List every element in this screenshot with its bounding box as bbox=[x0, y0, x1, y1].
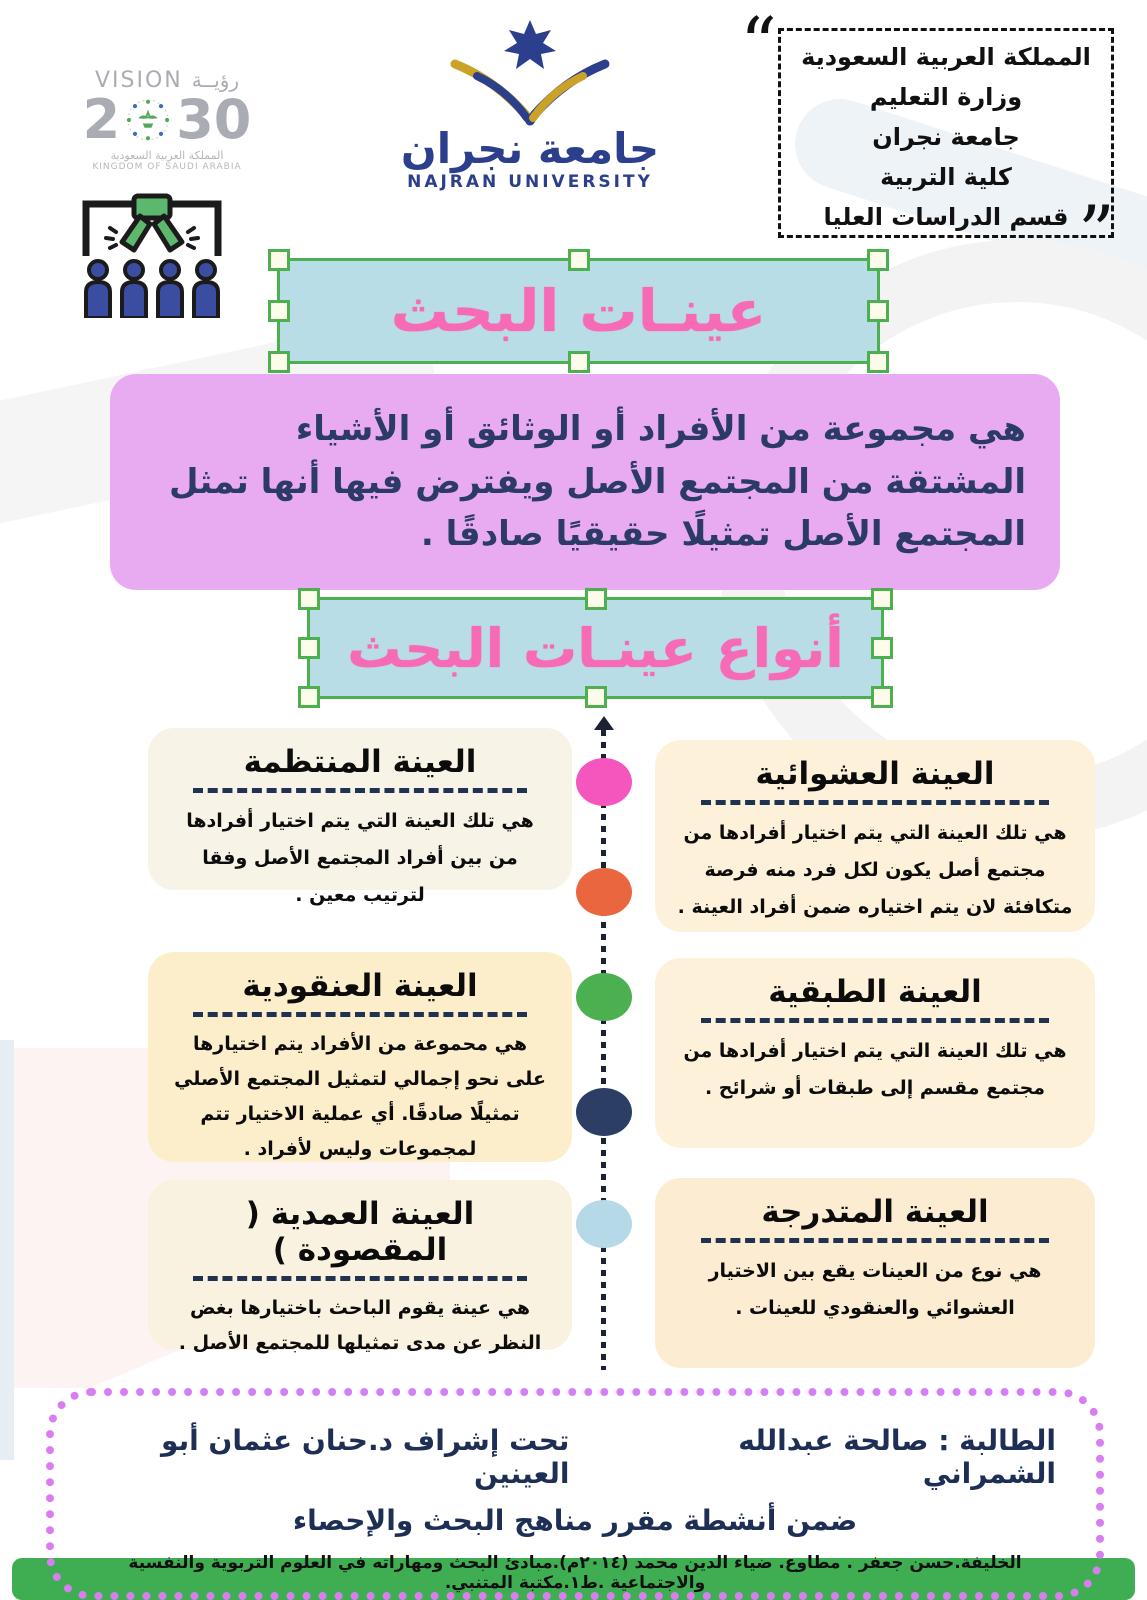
type-title: العينة العشوائية bbox=[755, 756, 995, 792]
type-title: العينة العنقودية bbox=[242, 968, 478, 1004]
student-name: الطالبة : صالحة عبدالله الشمراني bbox=[738, 1424, 1056, 1490]
timeline-arrow-icon bbox=[594, 716, 614, 730]
timeline-dot-green bbox=[576, 973, 632, 1021]
selection-handle[interactable] bbox=[268, 351, 290, 373]
main-title-banner bbox=[277, 258, 880, 364]
background-edge-strip bbox=[0, 1040, 14, 1460]
selection-handle[interactable] bbox=[298, 588, 320, 610]
dashed-separator bbox=[193, 788, 527, 793]
type-title: العينة المنتظمة bbox=[243, 744, 477, 780]
university-name-en: NAJRAN UNIVERSITY bbox=[407, 172, 653, 193]
dashed-separator bbox=[193, 1276, 527, 1281]
type-box-stratified-sample bbox=[655, 958, 1095, 1148]
type-description: هي محموعة من الأفراد يتم اختيارها على نحو إجمالي لتمثيل المجتمع الأصلي تمثيلًا صادقًا. أي عملية الاختيار تتم لمجموعات وليس لأفراد . bbox=[174, 1033, 546, 1161]
vision-wordmark-ar: رؤيــة bbox=[191, 68, 240, 92]
close-quote-icon: ” bbox=[1078, 190, 1115, 274]
footer-credits-box bbox=[46, 1388, 1104, 1600]
timeline-dot-navy bbox=[576, 1088, 632, 1136]
types-title-banner bbox=[307, 597, 884, 699]
type-description: هي عينة يقوم الباحث باختيارها بغض النظر عن مدى تمثيلها للمجتمع الأصل . bbox=[178, 1297, 542, 1355]
najran-university-emblem-icon bbox=[435, 18, 625, 128]
type-description: هي تلك العينة التي يتم اختيار أفرادها من بين أفراد المجتمع الأصل وفقا لترتيب معين . bbox=[186, 810, 534, 907]
type-title: العينة العمدية ( المقصودة ) bbox=[245, 1196, 475, 1268]
vision-2030-logo bbox=[72, 68, 262, 172]
selection-handle[interactable] bbox=[268, 300, 290, 322]
dashed-separator bbox=[701, 800, 1049, 805]
selection-handle[interactable] bbox=[867, 249, 889, 271]
type-description: هي تلك العينة التي يتم اختيار أفرادها من مجتمع مقسم إلى طبقات أو شرائح . bbox=[683, 1040, 1067, 1100]
najran-university-logo bbox=[395, 18, 665, 192]
selection-handle[interactable] bbox=[568, 351, 590, 373]
type-description: هي تلك العينة التي يتم اختيار أفرادها من مجتمع أصل يكون لكل فرد منه فرصة متكافئة لان يتم اختياره ضمن أفراد العينة . bbox=[677, 822, 1073, 919]
vision-subtitle-en: KINGDOM OF SAUDI ARABIA bbox=[92, 162, 242, 172]
definition-box bbox=[110, 374, 1060, 590]
dashed-separator bbox=[701, 1238, 1049, 1243]
selection-handle[interactable] bbox=[871, 637, 893, 659]
footer-student-supervisor-line bbox=[94, 1424, 1056, 1490]
vision-2030-year: 2 30 bbox=[82, 88, 252, 151]
definition-text: هي مجموعة من الأفراد أو الوثائق أو الأشياء المشتقة من المجتمع الأصل ويفترض فيها أنها تمثل المجتمع الأصل تمثيلًا حقيقيًا صادقًا . bbox=[169, 408, 1026, 555]
vision-wordmark-en: VISION bbox=[94, 68, 183, 93]
affiliation-department: قسم الدراسات العليا bbox=[823, 203, 1069, 231]
types-title: أنواع عينـات البحث bbox=[347, 616, 844, 680]
reference-citation: الخليفة.حسن جعفر . مطاوع. ضياء الدين محمد (٢٠١٤م).مبادئ البحث ومهاراته في العلوم التربوية والنفسية والاجتماعية .ط١.مكتبة المتنبي. bbox=[128, 1553, 1022, 1593]
selection-handle[interactable] bbox=[585, 686, 607, 708]
type-box-cluster-sample bbox=[148, 952, 572, 1162]
type-box-purposive-sample bbox=[148, 1180, 572, 1355]
timeline-dot-pink bbox=[576, 758, 632, 806]
timeline-dotted-line bbox=[601, 730, 606, 1370]
type-title: العينة المتدرجة bbox=[761, 1194, 989, 1230]
timeline-dot-lightblue bbox=[576, 1200, 632, 1248]
selection-handle[interactable] bbox=[298, 686, 320, 708]
dashed-separator bbox=[193, 1012, 527, 1017]
type-box-graduated-sample bbox=[655, 1178, 1095, 1368]
affiliation-college: كلية التربية bbox=[880, 163, 1012, 191]
open-quote-icon: “ bbox=[740, 2, 777, 86]
affiliation-university: جامعة نجران bbox=[872, 123, 1020, 151]
selection-handle[interactable] bbox=[871, 588, 893, 610]
type-box-random-sample bbox=[655, 740, 1095, 932]
selection-handle[interactable] bbox=[585, 588, 607, 610]
selection-handle[interactable] bbox=[298, 637, 320, 659]
vision-subtitle-ar: المملكة العربية السعودية bbox=[110, 149, 224, 162]
claw-sampling-people-icon bbox=[76, 190, 228, 318]
selection-handle[interactable] bbox=[871, 686, 893, 708]
affiliation-country: المملكة العربية السعودية bbox=[801, 43, 1091, 71]
supervisor-name: تحت إشراف د.حنان عثمان أبو العينين bbox=[161, 1424, 570, 1490]
selection-handle[interactable] bbox=[568, 249, 590, 271]
university-name-ar: جامعة نجران bbox=[400, 124, 660, 173]
affiliation-block bbox=[778, 28, 1114, 238]
type-description: هي نوع من العينات يقع بين الاختيار العشوائي والعنقودي للعينات . bbox=[708, 1260, 1042, 1320]
saudi-emblem-icon bbox=[122, 94, 174, 146]
type-title: العينة الطبقية bbox=[768, 974, 982, 1010]
affiliation-ministry: وزارة التعليم bbox=[869, 83, 1023, 111]
selection-handle[interactable] bbox=[867, 351, 889, 373]
course-line: ضمن أنشطة مقرر مناهج البحث والإحصاء bbox=[292, 1504, 858, 1537]
selection-handle[interactable] bbox=[268, 249, 290, 271]
timeline-dot-orange bbox=[576, 868, 632, 916]
main-title: عينـات البحث bbox=[390, 277, 767, 345]
dashed-separator bbox=[701, 1018, 1049, 1023]
selection-handle[interactable] bbox=[867, 300, 889, 322]
type-box-systematic-sample bbox=[148, 728, 572, 907]
